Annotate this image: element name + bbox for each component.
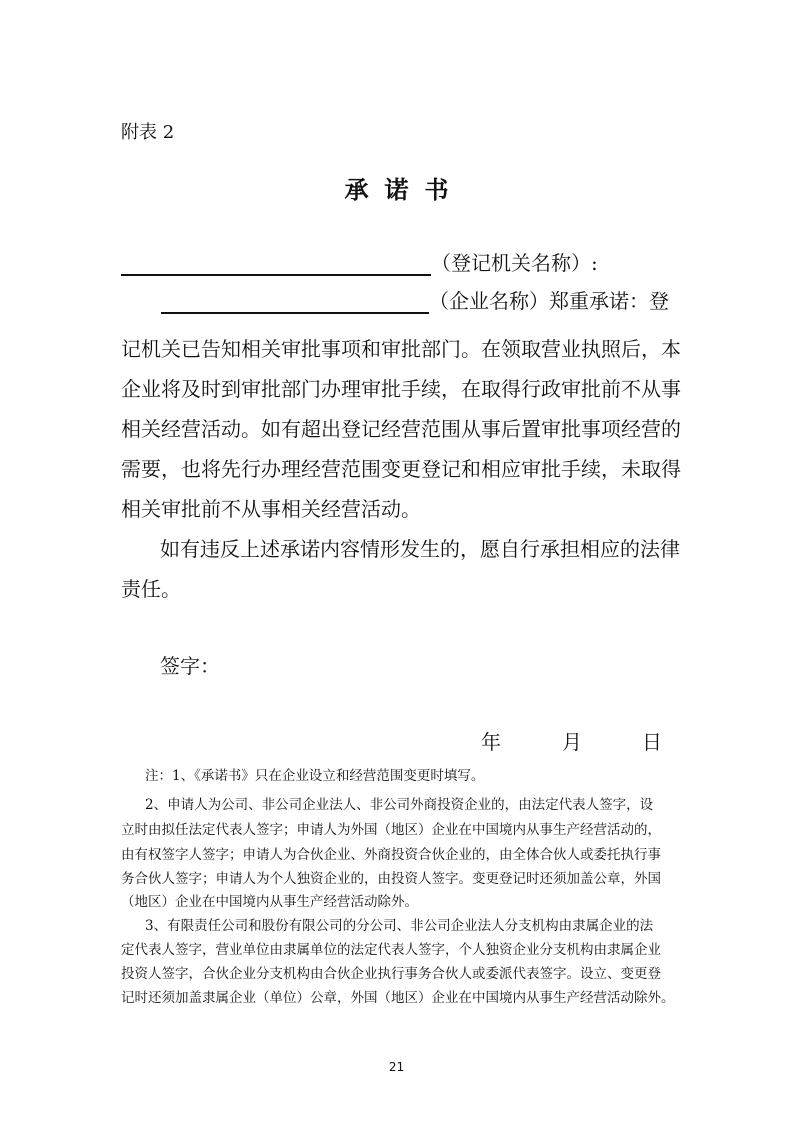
paragraph2-line: 责任。 <box>121 577 181 601</box>
note-line: 务合伙人签字；申请人为个人独资企业的，由投资人签字。变更登记时还须加盖公章，外国 <box>121 871 661 887</box>
note-line: 3、有限责任公司和股份有限公司的分公司、非公司企业法人分支机构由隶属企业的法 <box>145 918 654 934</box>
paragraph2-line: 如有违反上述承诺内容情形发生的，愿自行承担相应的法律 <box>160 537 680 561</box>
company-name-label: （企业名称）郑重承诺：登 <box>429 289 669 313</box>
note-line: 由有权签字人签字；申请人为合伙企业、外商投资合伙企业的，由全体合伙人或委托执行事 <box>121 847 661 863</box>
registration-authority-line <box>121 250 598 280</box>
document-title: 承诺书 <box>344 175 465 204</box>
company-name-line <box>121 288 669 318</box>
date-month: 月 <box>562 730 582 754</box>
registration-authority-blank[interactable] <box>121 252 431 276</box>
body-line: 相关经营活动。如有超出登记经营范围从事后置审批事项经营的 <box>121 417 681 441</box>
note-line: 2、申请人为公司、非公司企业法人、非公司外商投资企业的，由法定代表人签字，设 <box>145 797 654 813</box>
note-line: 投资人签字，合伙企业分支机构由合伙企业执行事务合伙人或委派代表签字。设立、变更登 <box>121 966 661 982</box>
signature-label: 签字： <box>160 654 220 678</box>
page-number: 21 <box>388 1060 405 1074</box>
body-line: 相关审批前不从事相关经营活动。 <box>121 497 421 521</box>
body-line: 需要，也将先行办理经营范围变更登记和相应审批手续，未取得 <box>121 457 681 481</box>
date-day: 日 <box>642 730 662 754</box>
registration-authority-label: （登记机关名称）: <box>431 251 598 275</box>
body-line: 企业将及时到审批部门办理审批手续，在取得行政审批前不从事 <box>121 377 681 401</box>
note-line: （地区）企业在中国境内从事生产经营活动除外。 <box>121 894 418 910</box>
note-line: 注：1、《承诺书》只在企业设立和经营范围变更时填写。 <box>145 768 485 784</box>
date-year: 年 <box>481 730 501 754</box>
company-name-blank[interactable] <box>161 290 429 314</box>
note-line: 立时由拟任法定代表人签字；申请人为外国（地区）企业在中国境内从事生产经营活动的， <box>121 822 661 838</box>
note-line: 定代表人签字，营业单位由隶属单位的法定代表人签字，个人独资企业分支机构由隶属企业 <box>121 942 661 958</box>
note-line: 记时还须加盖隶属企业（单位）公章，外国（地区）企业在中国境内从事生产经营活动除外。 <box>121 990 675 1006</box>
body-line: 记机关已告知相关审批事项和审批部门。在领取营业执照后，本 <box>121 337 681 361</box>
appendix-label: 附表 2 <box>121 122 175 143</box>
